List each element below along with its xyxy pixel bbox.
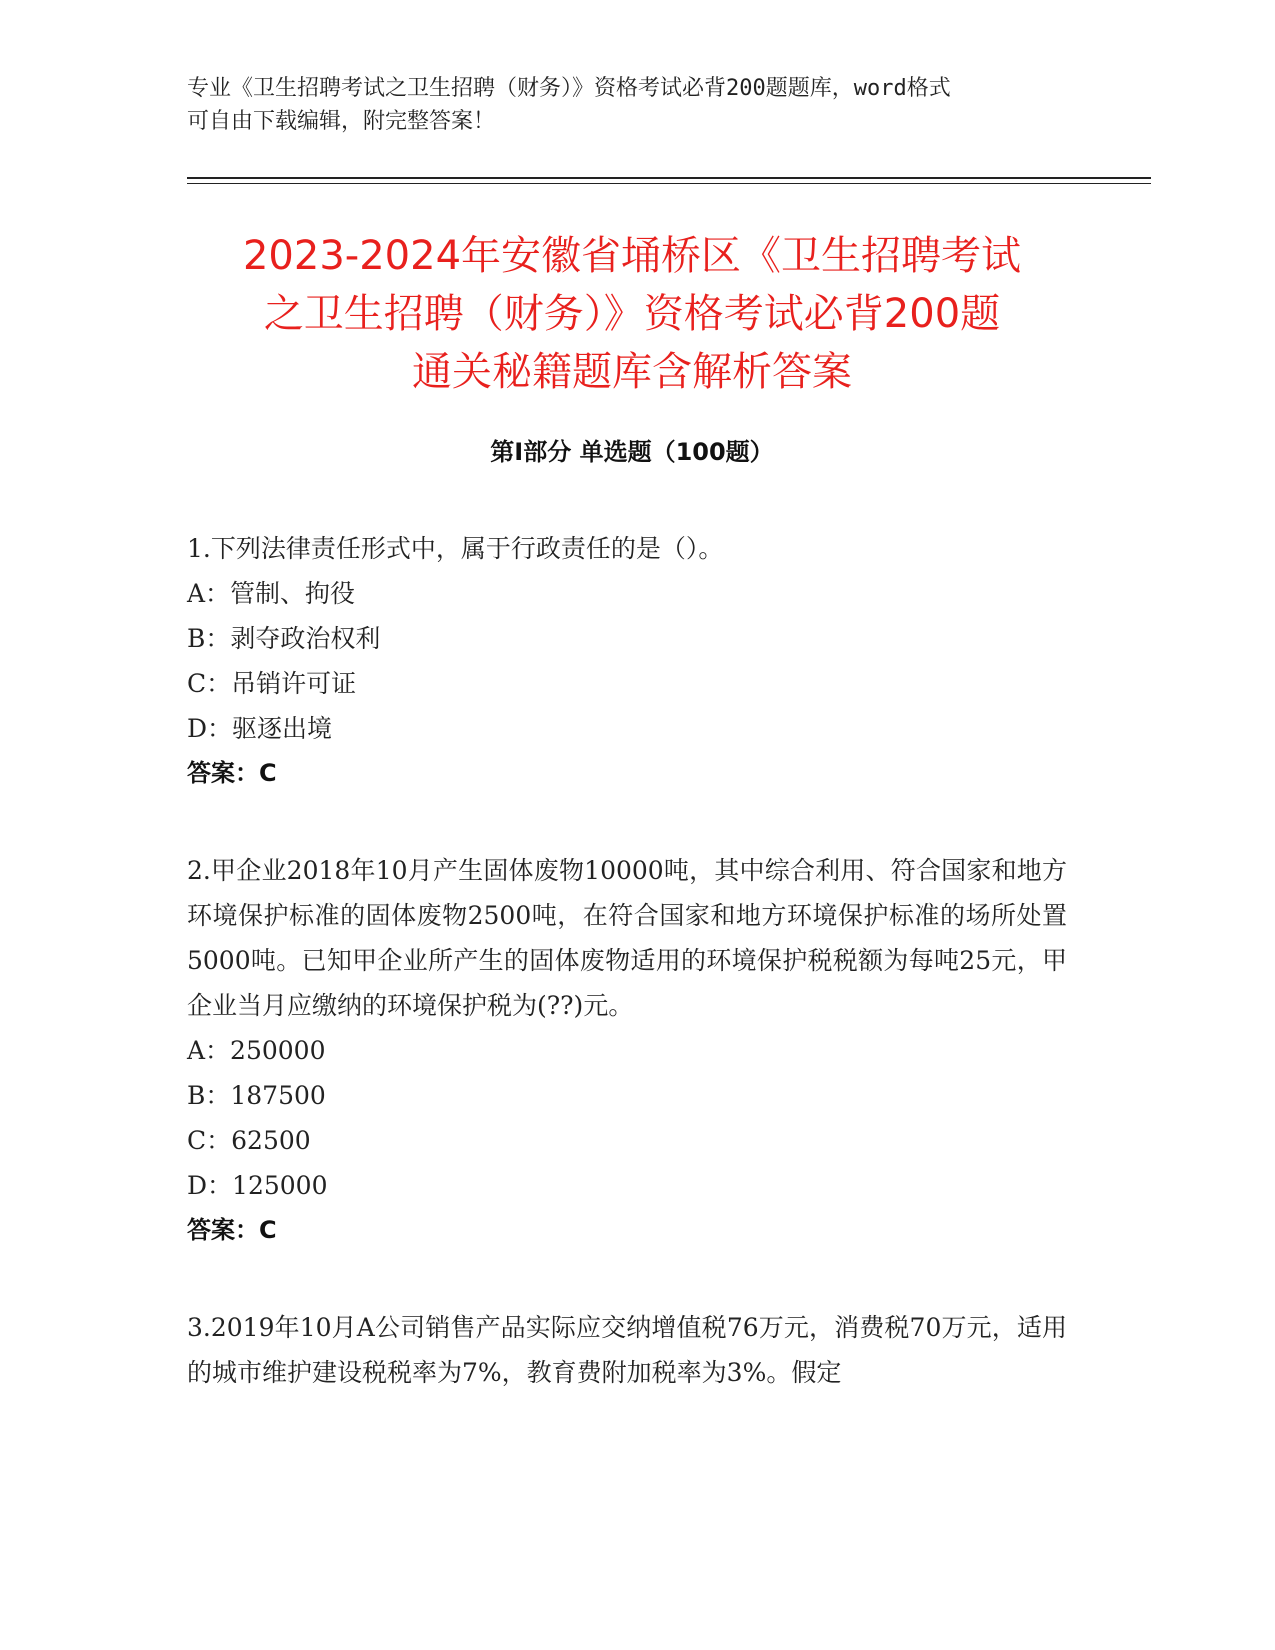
question-1 [187,526,1067,796]
question-stem: 1.下列法律责任形式中，属于行政责任的是（）。 [187,534,724,563]
header-note-line-2: 可自由下载编辑，附完整答案！ [187,109,496,134]
option-c: C：吊销许可证 [187,669,357,698]
section-title: 第Ⅰ部分 单选题（100题） [490,438,774,466]
question-stem: 2.甲企业2018年10月产生固体废物10000吨，其中综合利用、符合国家和地方环境保护标准的固体废物2500吨，在符合国家和地方环境保护标准的场所处置5000吨。已知甲企业所产生的固体废物适用的环境保护税税额为每吨25元，甲企业当月应缴纳的环境保护税为(??)元。 [187,856,1067,1020]
header-rule-thick [187,177,1151,179]
header-note-line-1: 专业《卫生招聘考试之卫生招聘（财务）》资格考试必背200题题库，word格式 [187,76,951,101]
question-stem: 3.2019年10月A公司销售产品实际应交纳增值税76万元，消费税70万元，适用的城市维护建设税税率为7%，教育费附加税率为3%。假定 [187,1313,1067,1387]
option-c: C：62500 [187,1126,311,1155]
option-b: B：剥夺政治权利 [187,624,381,653]
header-note [187,72,1067,138]
question-3 [187,1305,1067,1395]
document-title-line-1: 2023-2024年安徽省埇桥区《卫生招聘考试 [242,233,1022,279]
option-b: B：187500 [187,1081,326,1110]
answer-line: 答案：C [187,1216,277,1244]
document-title [187,227,1077,401]
option-d: D：125000 [187,1171,328,1200]
document-title-line-2: 之卫生招聘（财务）》资格考试必背200题 [263,291,1001,337]
header-rule-thin [187,183,1151,184]
document-title-line-3: 通关秘籍题库含解析答案 [412,349,852,395]
option-d: D：驱逐出境 [187,714,333,743]
answer-line: 答案：C [187,759,277,787]
question-2 [187,848,1067,1253]
question-list [187,526,1067,1447]
option-a: A：管制、拘役 [187,579,356,608]
option-a: A：250000 [187,1036,326,1065]
